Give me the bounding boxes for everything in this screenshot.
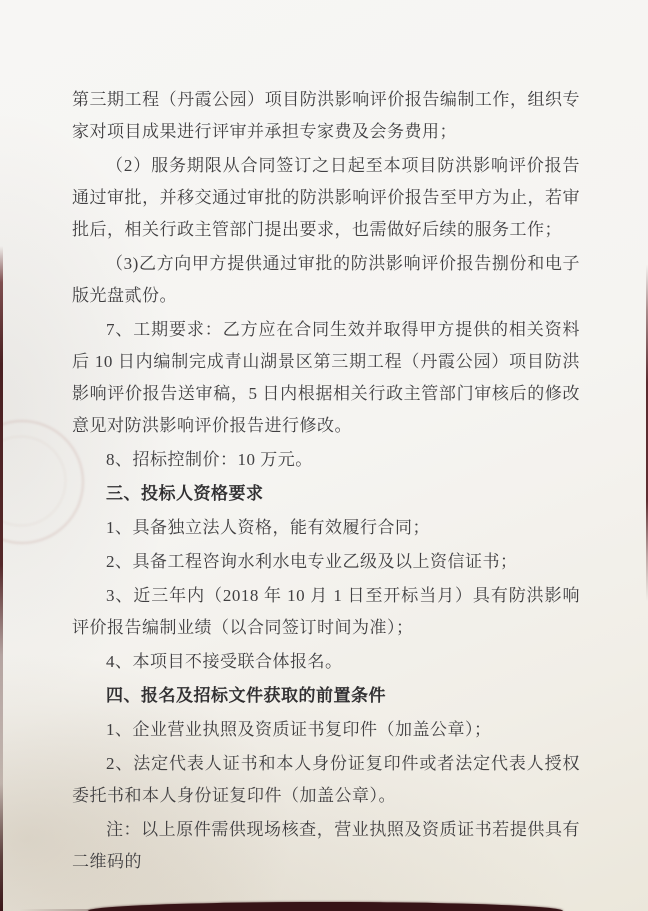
- paragraph: （3)乙方向甲方提供通过审批的防洪影响评价报告捌份和电子版光盘贰份。: [72, 254, 580, 305]
- paragraph: 8、招标控制价：10 万元。: [106, 450, 313, 469]
- section-heading-bidder-qualifications: 三、投标人资格要求: [106, 484, 264, 503]
- paragraph: 2、具备工程咨询水利水电专业乙级及以上资信证书；: [106, 552, 518, 571]
- desk-edge-left: [0, 0, 3, 911]
- paragraph: 3、近三年内（2018 年 10 月 1 日至开标当月）具有防洪影响评价报告编制业绩（以合同签订时间为准）；: [72, 586, 580, 637]
- paragraph: 1、企业营业执照及资质证书复印件（加盖公章）；: [106, 720, 492, 739]
- desk-edge-bottom: [88, 902, 563, 911]
- paragraph: 4、本项目不接受联合体报名。: [106, 652, 343, 671]
- paragraph: 注：以上原件需供现场核查，营业执照及资质证书若提供具有二维码的: [72, 820, 580, 871]
- paragraph: 7、工期要求：乙方应在合同生效并取得甲方提供的相关资料后 10 日内编制完成青山湖景区第三期工程（丹霞公园）项目防洪影响评价报告送审稿，5 日内根据相关行政主管部门审核后的修改意见对防洪影响评价报告进行修改。: [72, 320, 580, 435]
- paragraph: 1、具备独立法人资格，能有效履行合同；: [106, 518, 430, 537]
- seal-bleedthrough-inner-ring: [0, 436, 66, 526]
- paragraph: （2）服务期限从合同签订之日起至本项目防洪影响评价报告通过审批，并移交通过审批的防洪影响评价报告至甲方为止，若审批后，相关行政主管部门提出要求，也需做好后续的服务工作；: [72, 156, 580, 239]
- paragraph: 2、法定代表人证书和本人身份证复印件或者法定代表人授权委托书和本人身份证复印件（加盖公章）。: [72, 754, 580, 805]
- section-heading-registration-prerequisites: 四、报名及招标文件获取的前置条件: [106, 686, 386, 705]
- document-body: [72, 84, 580, 880]
- paragraph: 第三期工程（丹霞公园）项目防洪影响评价报告编制工作，组织专家对项目成果进行评审并承担专家费及会务费用；: [72, 90, 580, 141]
